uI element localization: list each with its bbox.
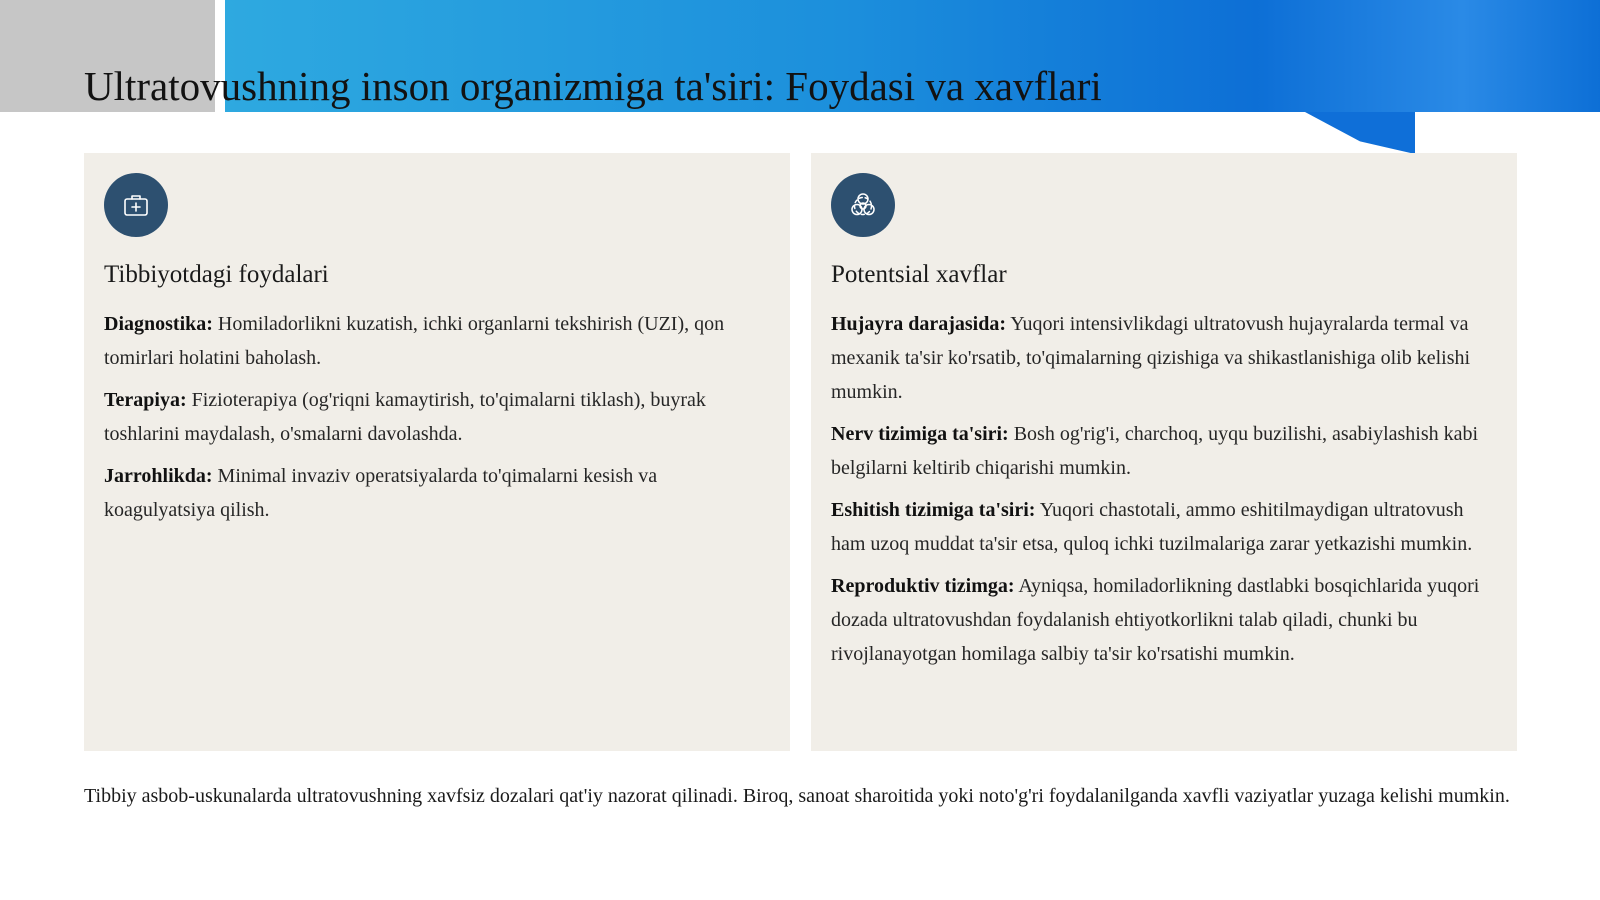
benefit-item-surgery: [104, 459, 770, 527]
footer-note: Tibbiy asbob-uskunalarda ultratovushning xavfsiz dozalari qat'iy nazorat qilinadi. Biroq, sanoat sharoitida yoki noto'g'ri foydalanilganda xavfli vaziyatlar yuzaga kelishi mumkin.: [84, 785, 1510, 807]
item-label: Eshitish tizimiga ta'siri:: [831, 499, 1036, 521]
risk-item-hearing: [831, 493, 1497, 561]
item-label: Reproduktiv tizimga:: [831, 575, 1015, 597]
item-text: Yuqori intensivlikdagi ultratovush hujayralarda termal va mexanik ta'sir ko'rsatib, to'qimalarning qizishiga va shikastlanishiga olib kelishi mumkin.: [831, 313, 1471, 403]
medical-kit-icon: [104, 173, 168, 237]
risk-item-reproductive: [831, 569, 1497, 671]
risk-item-cellular: [831, 307, 1497, 409]
benefit-item-therapy: [104, 383, 770, 451]
item-text: Homiladorlikni kuzatish, ichki organlarni tekshirish (UZI), qon tomirlari holatini baholash.: [104, 313, 725, 369]
item-text: Ayniqsa, homiladorlikning dastlabki bosqichlarida yuqori dozada ultratovushdan foydalanish ehtiyotkorlikni talab qiladi, chunki bu rivojlanayotgan homilaga salbiy ta'sir ko'rsatishi mumkin.: [831, 575, 1480, 665]
item-text: Minimal invaziv operatsiyalarda to'qimalarni kesish va koagulyatsiya qilish.: [104, 465, 658, 521]
benefit-item-diagnostics: [104, 307, 770, 375]
item-label: Terapiya:: [104, 389, 187, 411]
risks-heading: Potentsial xavflar: [831, 261, 1007, 288]
benefits-heading: Tibbiyotdagi foydalari: [104, 261, 329, 288]
page-title: Ultratovushning inson organizmiga ta'siri: Foydasi va xavflari: [84, 63, 1102, 109]
item-label: Nerv tizimiga ta'siri:: [831, 423, 1009, 445]
item-text: Fizioterapiya (og'riqni kamaytirish, to'qimalarni tiklash), buyrak toshlarini maydalash, o'smalarni davolashda.: [104, 389, 706, 445]
banner-accent-tab: [1305, 112, 1415, 154]
risks-card: [811, 153, 1517, 751]
item-label: Diagnostika:: [104, 313, 213, 335]
biohazard-icon: [831, 173, 895, 237]
item-text: Yuqori chastotali, ammo eshitilmaydigan ultratovush ham uzoq muddat ta'sir etsa, quloq ichki tuzilmalariga zarar yetkazishi mumkin.: [831, 499, 1473, 555]
item-label: Jarrohlikda:: [104, 465, 213, 487]
risk-item-nervous: [831, 417, 1497, 485]
benefits-card: [84, 153, 790, 751]
item-label: Hujayra darajasida:: [831, 313, 1006, 335]
item-text: Bosh og'rig'i, charchoq, uyqu buzilishi, asabiylashish kabi belgilarni keltirib chiqarishi mumkin.: [831, 423, 1479, 479]
